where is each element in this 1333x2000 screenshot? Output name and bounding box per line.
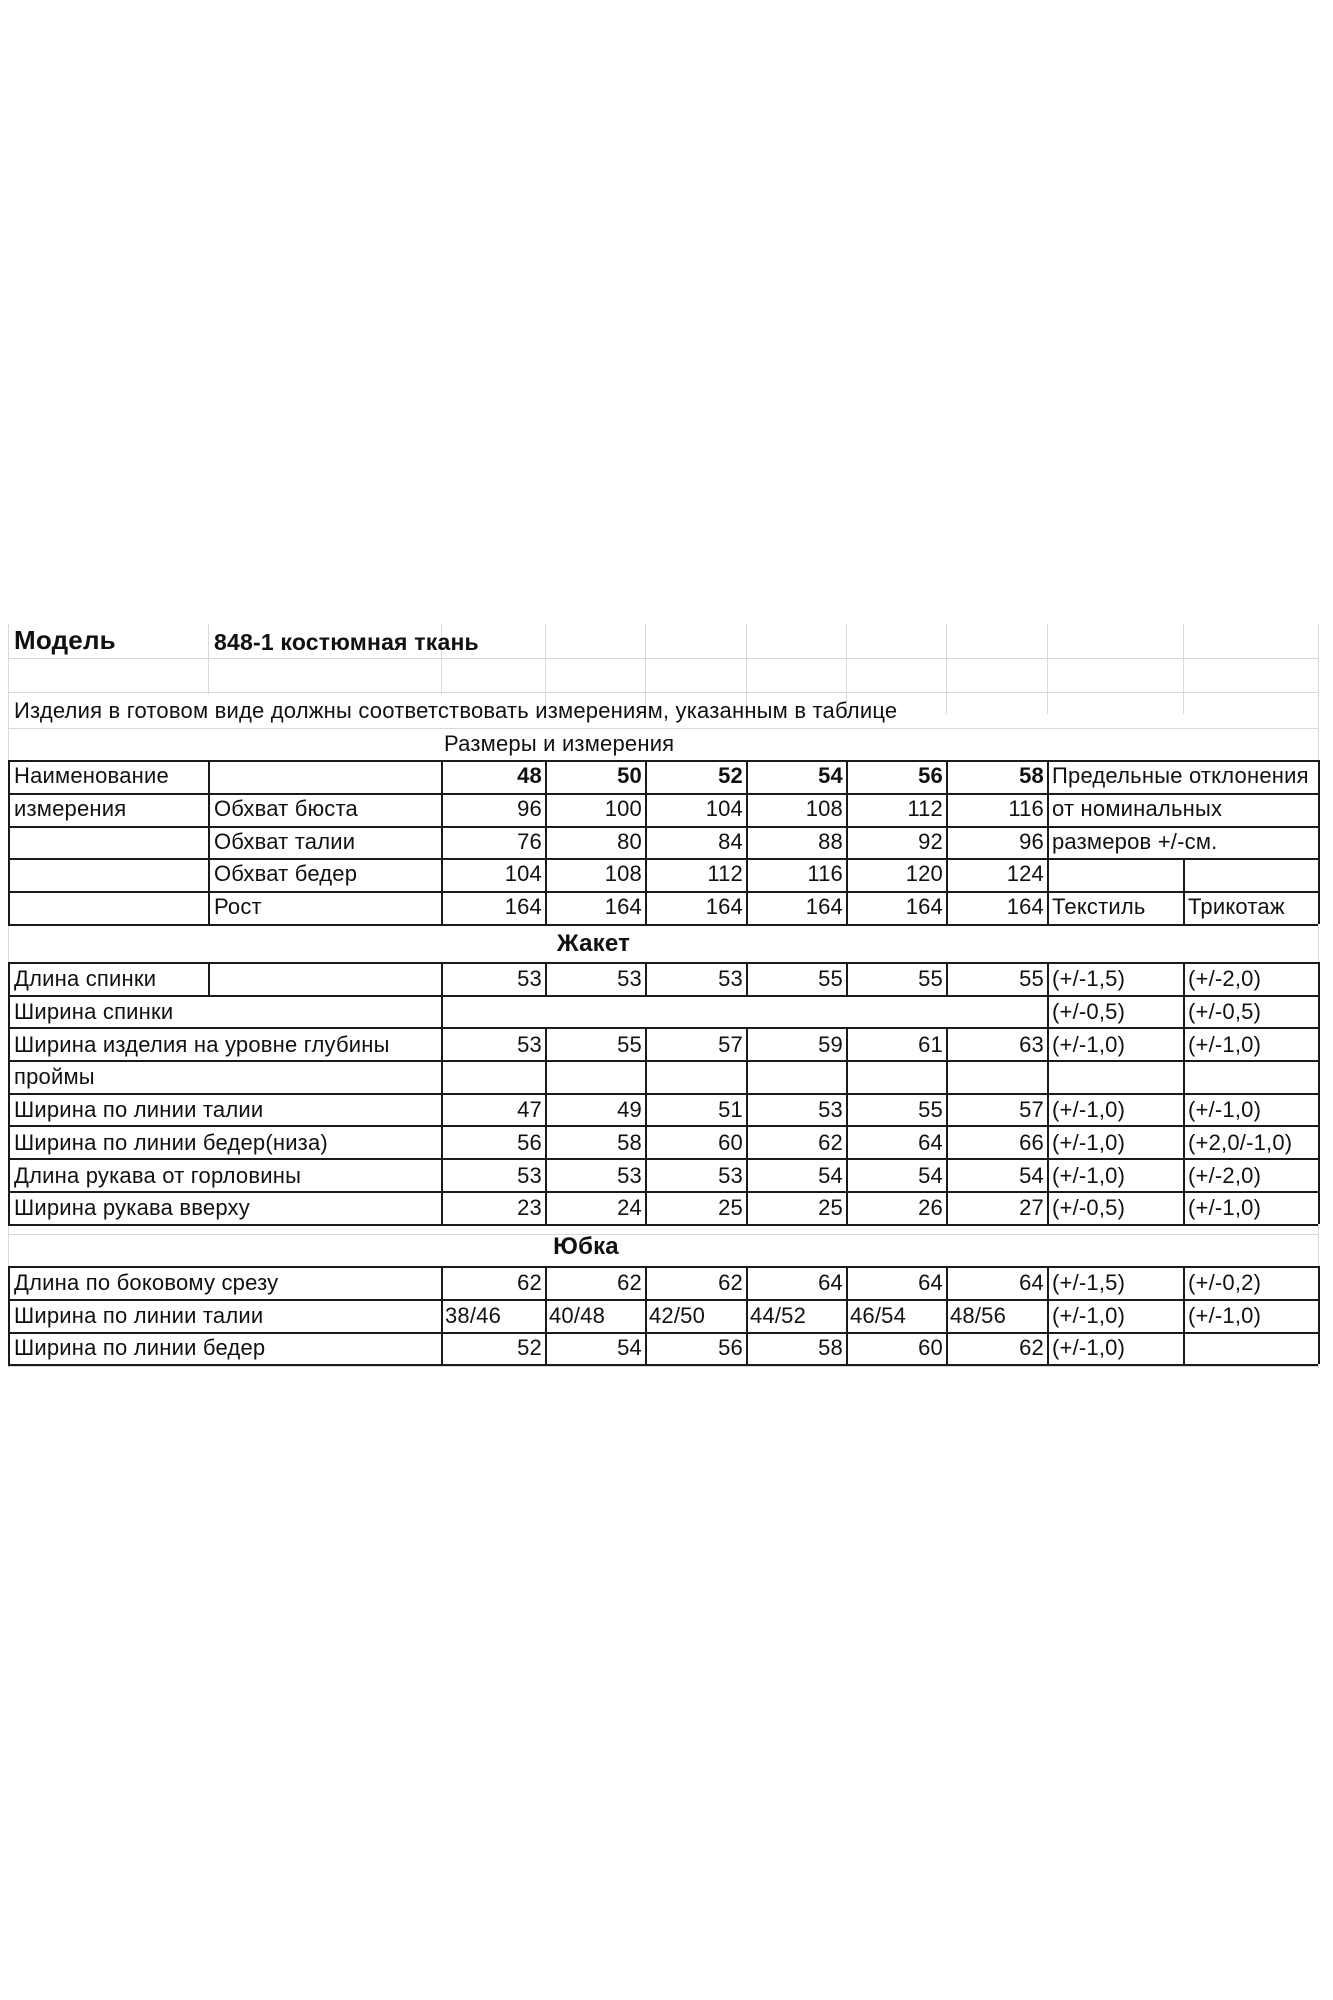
size-header-cell: 48 xyxy=(517,763,542,788)
table-cell: 96 xyxy=(517,796,542,821)
grid-line xyxy=(1183,624,1184,714)
size-header-cell: 52 xyxy=(718,763,743,788)
table-cell: 53 xyxy=(718,1162,743,1188)
table-cell: 62 xyxy=(617,1270,642,1295)
table-cell: 108 xyxy=(604,861,642,886)
table-cell: 57 xyxy=(718,1031,743,1057)
measure-label: Ширина по линии бедер xyxy=(14,1335,266,1361)
measure-label: Ширина рукава вверху xyxy=(14,1195,250,1221)
table-border-line xyxy=(8,760,10,924)
table-cell: 58 xyxy=(617,1129,642,1155)
skirt-title: Юбка xyxy=(553,1233,619,1260)
table-cell: 55 xyxy=(918,1097,943,1122)
textile-tolerance: (+/-0,5) xyxy=(1052,998,1126,1024)
table-cell: 55 xyxy=(818,966,843,991)
textile-tolerance: (+/-1,0) xyxy=(1052,1031,1126,1057)
table-cell: 44/52 xyxy=(750,1302,807,1328)
jacket-title: Жакет xyxy=(556,930,631,957)
measure-label: Длина спинки xyxy=(14,966,157,991)
grid-line xyxy=(8,658,1318,659)
table-cell: 56 xyxy=(517,1129,542,1155)
table-cell: 53 xyxy=(818,1097,843,1122)
table-cell: 60 xyxy=(918,1335,943,1361)
table-cell: 48/56 xyxy=(950,1302,1007,1328)
sizes-caption: Размеры и измерения xyxy=(444,731,675,756)
measure-label: Обхват бедер xyxy=(214,861,358,886)
table-cell: 84 xyxy=(718,829,743,854)
table-cell: 80 xyxy=(617,829,642,854)
table-cell: 63 xyxy=(1019,1031,1044,1057)
table-cell: 53 xyxy=(718,966,743,991)
table-cell: 27 xyxy=(1019,1195,1044,1221)
grid-line xyxy=(1047,624,1048,714)
size-header-cell: 58 xyxy=(1019,763,1044,788)
model-value: 848-1 костюмная ткань xyxy=(214,629,479,655)
table-cell: 40/48 xyxy=(549,1302,606,1328)
table-cell: 92 xyxy=(918,829,943,854)
table-cell: 47 xyxy=(517,1097,542,1122)
knit-tolerance: (+/-1,0) xyxy=(1188,1195,1262,1221)
table-border-line xyxy=(1047,962,1049,1224)
table-cell: 26 xyxy=(918,1195,943,1221)
table-cell: 52 xyxy=(517,1335,542,1361)
knit-tolerance: (+/-2,0) xyxy=(1188,1162,1262,1188)
measure-label: Длина по боковому срезу xyxy=(14,1270,279,1295)
table-cell: 61 xyxy=(918,1031,943,1057)
grid-line xyxy=(946,624,947,714)
textile-tolerance: (+/-1,0) xyxy=(1052,1335,1126,1361)
measure-label: Обхват бюста xyxy=(214,796,358,821)
table-cell: 46/54 xyxy=(850,1302,907,1328)
table-cell: 55 xyxy=(918,966,943,991)
table-cell: 62 xyxy=(517,1270,542,1295)
table-cell: 62 xyxy=(818,1129,843,1155)
knit-tolerance: (+/-1,0) xyxy=(1188,1097,1262,1122)
measure-label: Ширина спинки xyxy=(14,998,174,1024)
knit-tolerance: (+/-1,0) xyxy=(1188,1031,1262,1057)
table-cell: 59 xyxy=(818,1031,843,1057)
table-border-line xyxy=(1183,1266,1185,1364)
deviation-label-3: размеров +/-см. xyxy=(1052,829,1218,854)
table-cell: 116 xyxy=(1008,796,1044,821)
table-cell: 164 xyxy=(604,894,642,919)
table-border-line xyxy=(8,962,10,1224)
table-cell: 24 xyxy=(617,1195,642,1221)
measure-label: Длина рукава от горловины xyxy=(14,1162,302,1188)
textile-tolerance: (+/-1,0) xyxy=(1052,1302,1126,1328)
knit-label: Трикотаж xyxy=(1188,894,1285,919)
textile-label: Текстиль xyxy=(1052,894,1146,919)
model-label: Модель xyxy=(14,625,116,655)
table-border-line xyxy=(8,1224,1318,1226)
table-cell: 60 xyxy=(718,1129,743,1155)
table-cell: 108 xyxy=(805,796,843,821)
table-cell: 64 xyxy=(818,1270,843,1295)
size-header-cell: 50 xyxy=(617,763,642,788)
table-cell: 88 xyxy=(818,829,843,854)
knit-tolerance: (+2,0/-1,0) xyxy=(1188,1129,1293,1155)
table-border-line xyxy=(8,924,1318,926)
table-cell: 49 xyxy=(617,1097,642,1122)
knit-tolerance: (+/-1,0) xyxy=(1188,1302,1262,1328)
table-cell: 100 xyxy=(604,796,642,821)
table-border-line xyxy=(1183,962,1185,1224)
table-cell: 112 xyxy=(707,861,743,886)
table-cell: 23 xyxy=(517,1195,542,1221)
table-cell: 25 xyxy=(718,1195,743,1221)
table-cell: 164 xyxy=(805,894,843,919)
note-text: Изделия в готовом виде должны соответствовать измерениям, указанным в таблице xyxy=(14,698,898,723)
size-header-cell: 54 xyxy=(818,763,843,788)
textile-tolerance: (+/-1,5) xyxy=(1052,966,1126,991)
table-cell: 55 xyxy=(1019,966,1044,991)
table-cell: 42/50 xyxy=(649,1302,706,1328)
textile-tolerance: (+/-1,0) xyxy=(1052,1162,1126,1188)
table-cell: 53 xyxy=(617,1162,642,1188)
table-cell: 55 xyxy=(617,1031,642,1057)
table-cell: 56 xyxy=(718,1335,743,1361)
table-cell: 64 xyxy=(1019,1270,1044,1295)
table-border-line xyxy=(1318,962,1320,1224)
table-cell: 25 xyxy=(818,1195,843,1221)
table-cell: 104 xyxy=(504,861,542,886)
table-cell: 66 xyxy=(1019,1129,1044,1155)
table-cell: 64 xyxy=(918,1129,943,1155)
table-cell: 112 xyxy=(907,796,943,821)
name-label-1: Наименование xyxy=(14,763,169,788)
table-cell: 124 xyxy=(1006,861,1044,886)
textile-tolerance: (+/-0,5) xyxy=(1052,1195,1126,1221)
table-cell: 62 xyxy=(718,1270,743,1295)
table-border-line xyxy=(1183,858,1185,924)
name-label-2: измерения xyxy=(14,796,127,821)
table-cell: 120 xyxy=(905,861,943,886)
deviation-label-2: от номинальных xyxy=(1052,796,1223,821)
table-cell: 164 xyxy=(905,894,943,919)
measure-label: Обхват талии xyxy=(214,829,356,854)
knit-tolerance: (+/-0,5) xyxy=(1188,998,1262,1024)
table-cell: 57 xyxy=(1019,1097,1044,1122)
grid-line xyxy=(8,1366,1318,1367)
table-cell: 58 xyxy=(818,1335,843,1361)
table-cell: 51 xyxy=(718,1097,743,1122)
table-border-line xyxy=(1047,760,1049,924)
table-border-line xyxy=(208,760,210,924)
table-cell: 38/46 xyxy=(445,1302,502,1328)
table-cell: 62 xyxy=(1019,1335,1044,1361)
table-cell: 54 xyxy=(818,1162,843,1188)
textile-tolerance: (+/-1,5) xyxy=(1052,1270,1126,1295)
deviation-label-1: Предельные отклонения xyxy=(1052,763,1309,788)
table-cell: 76 xyxy=(517,829,542,854)
table-cell: 53 xyxy=(517,1031,542,1057)
table-border-line xyxy=(208,962,210,995)
table-cell: 54 xyxy=(1019,1162,1044,1188)
table-cell: 54 xyxy=(918,1162,943,1188)
table-cell: 164 xyxy=(504,894,542,919)
measure-label: Рост xyxy=(214,894,262,919)
textile-tolerance: (+/-1,0) xyxy=(1052,1097,1126,1122)
textile-tolerance: (+/-1,0) xyxy=(1052,1129,1126,1155)
table-cell: 54 xyxy=(617,1335,642,1361)
measure-label: Ширина по линии бедер(низа) xyxy=(14,1129,328,1155)
table-cell: 116 xyxy=(807,861,843,886)
table-cell: 164 xyxy=(1006,894,1044,919)
grid-line xyxy=(8,692,1318,693)
measure-label: Ширина изделия на уровне глубины xyxy=(14,1031,390,1057)
table-cell: 104 xyxy=(705,796,743,821)
table-cell: 64 xyxy=(918,1270,943,1295)
measure-label: Ширина по линии талии xyxy=(14,1097,264,1122)
table-border-line xyxy=(1318,1266,1320,1364)
measure-label: проймы xyxy=(14,1064,95,1090)
grid-line xyxy=(208,624,209,694)
table-cell: 53 xyxy=(517,1162,542,1188)
table-cell: 53 xyxy=(617,966,642,991)
table-cell: 96 xyxy=(1019,829,1044,854)
size-header-cell: 56 xyxy=(918,763,943,788)
table-border-line xyxy=(1318,760,1320,924)
table-cell: 53 xyxy=(517,966,542,991)
measure-label: Ширина по линии талии xyxy=(14,1302,264,1328)
knit-tolerance: (+/-0,2) xyxy=(1188,1270,1262,1295)
knit-tolerance: (+/-2,0) xyxy=(1188,966,1262,991)
table-cell: 164 xyxy=(705,894,743,919)
table-border-line xyxy=(8,1266,10,1364)
